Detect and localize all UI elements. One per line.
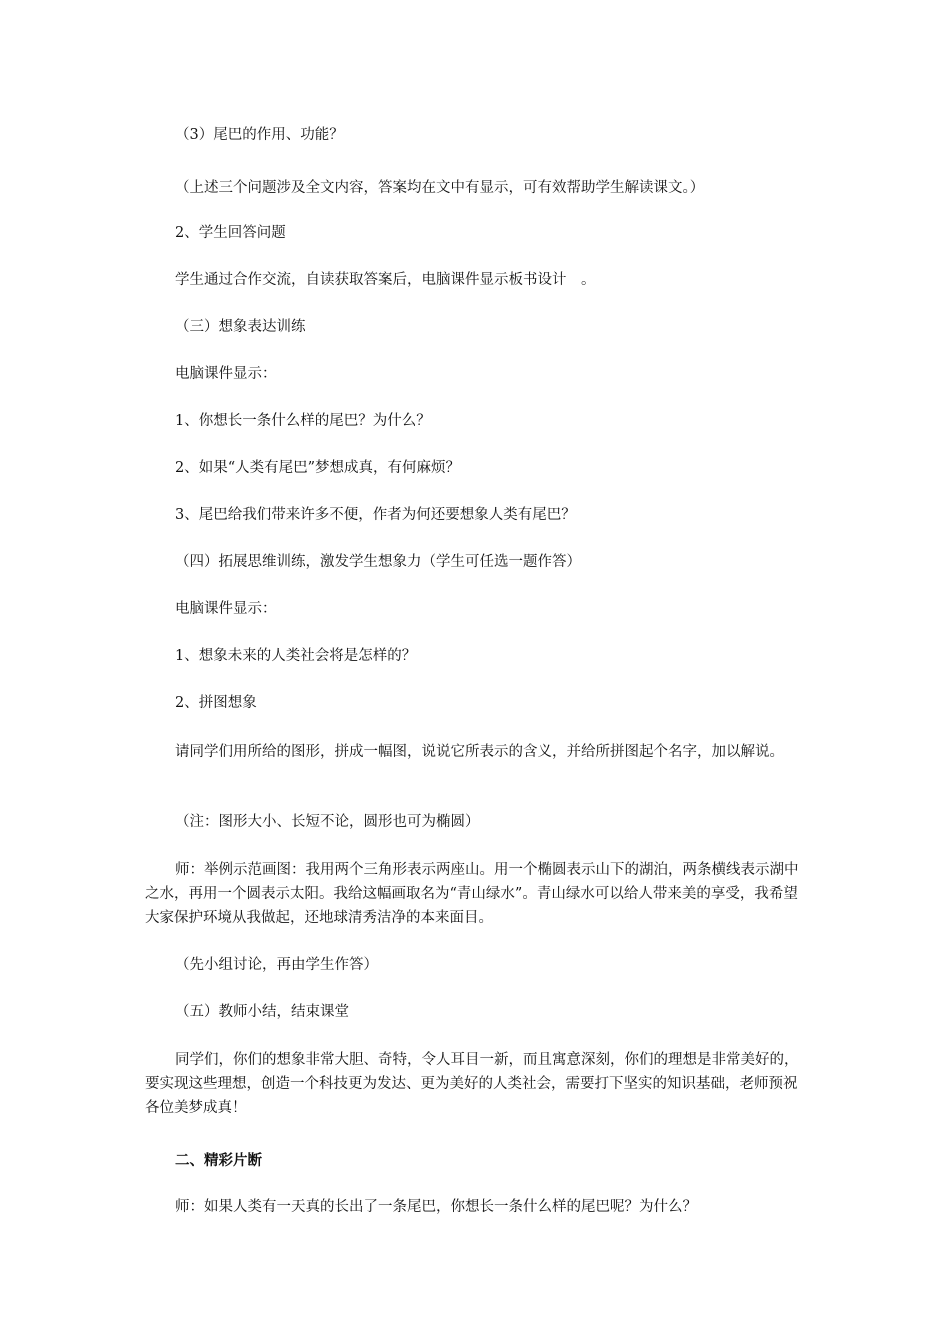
step-2-heading: 2、学生回答问题 [175, 225, 286, 241]
imagination-question-1: 1、你想长一条什么样的尾巴？为什么？ [175, 413, 431, 429]
extension-question-2: 2、拼图想象 [175, 695, 257, 711]
courseware-label-2: 电脑课件显示： [175, 601, 277, 617]
teacher-question: 师：如果人类有一天真的长出了一条尾巴，你想长一条什么样的尾巴呢？为什么？ [175, 1199, 697, 1215]
imagination-question-3: 3、尾巴给我们带来许多不便，作者为何还要想象人类有尾巴？ [175, 507, 576, 523]
section-4-heading: （四）拓展思维训练，激发学生想象力（学生可任选一题作答） [175, 554, 581, 570]
section-5-heading: （五）教师小结，结束课堂 [175, 1004, 349, 1020]
teacher-summary: 同学们，你们的想象非常大胆、奇特，令人耳目一新，而且寓意深刻，你们的理想是非常美好的，要实现这些理想，创造一个科技更为发达、更为美好的人类社会，需要打下坚实的知识基础，老师预祝各位美梦成真！ [145, 1052, 799, 1116]
imagination-question-2: 2、如果“人类有尾巴”梦想成真，有何麻烦？ [175, 460, 461, 476]
puzzle-note: （注：图形大小、长短不论，圆形也可为椭圆） [175, 814, 480, 830]
section-3-heading: （三）想象表达训练 [175, 319, 306, 335]
discussion-note: （先小组讨论，再由学生作答） [175, 957, 378, 973]
highlights-heading: 二、精彩片断 [175, 1152, 262, 1169]
answer-text: 学生通过合作交流，自读获取答案后，电脑课件显示板书设计 。 [175, 272, 596, 288]
puzzle-instructions: 请同学们用所给的图形，拼成一幅图，说说它所表示的含义，并给所拼图起个名字，加以解说。 [175, 744, 784, 760]
extension-question-1: 1、想象未来的人类社会将是怎样的？ [175, 648, 417, 664]
teacher-example: 师：举例示范画图：我用两个三角形表示两座山。用一个椭圆表示山下的湖泊，两条横线表示湖中之水，再用一个圆表示太阳。我给这幅画取名为“青山绿水”。青山绿水可以给人带来美的享受，我希望大家保护环境从我做起，还地球清秀洁净的本来面目。 [145, 862, 799, 926]
courseware-label: 电脑课件显示： [175, 366, 277, 382]
note-questions: （上述三个问题涉及全文内容，答案均在文中有显示，可有效帮助学生解读课文。） [175, 180, 705, 196]
question-3: （3）尾巴的作用、功能？ [175, 127, 344, 143]
